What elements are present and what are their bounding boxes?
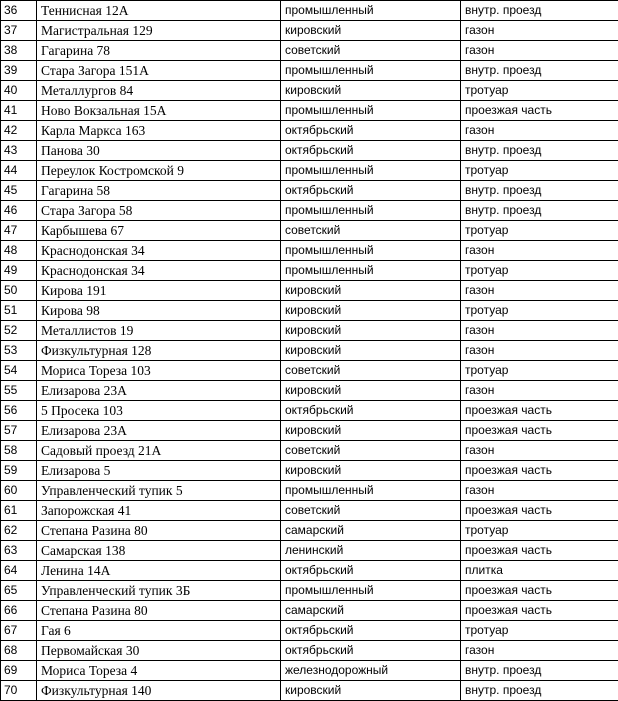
district-cell[interactable]: советский (281, 441, 461, 461)
row-number-cell[interactable]: 69 (1, 661, 37, 681)
surface-type-cell[interactable]: внутр. проезд (461, 681, 618, 701)
district-cell[interactable]: октябрьский (281, 401, 461, 421)
row-number-cell[interactable]: 63 (1, 541, 37, 561)
table-row (1, 501, 618, 521)
surface-type-cell[interactable]: тротуар (461, 301, 618, 321)
district-cell[interactable]: кировский (281, 321, 461, 341)
address-cell[interactable]: Магистральная 129 (37, 21, 281, 41)
surface-type-cell[interactable]: проезжая часть (461, 461, 618, 481)
surface-type-cell[interactable]: проезжая часть (461, 101, 618, 121)
table-row (1, 61, 618, 81)
table-row (1, 261, 618, 281)
surface-type-cell[interactable]: проезжая часть (461, 581, 618, 601)
table-row (1, 581, 618, 601)
table-row (1, 361, 618, 381)
row-number-cell[interactable]: 52 (1, 321, 37, 341)
address-cell[interactable]: Стара Загора 58 (37, 201, 281, 221)
table-row (1, 481, 618, 501)
district-cell[interactable]: кировский (281, 281, 461, 301)
district-cell[interactable]: ленинский (281, 541, 461, 561)
address-cell[interactable]: Гагарина 58 (37, 181, 281, 201)
address-cell[interactable]: 5 Просека 103 (37, 401, 281, 421)
table-row (1, 341, 618, 361)
address-cell[interactable]: Краснодонская 34 (37, 261, 281, 281)
table-row (1, 21, 618, 41)
surface-type-cell[interactable]: тротуар (461, 81, 618, 101)
table-row (1, 621, 618, 641)
district-cell[interactable]: самарский (281, 521, 461, 541)
district-cell[interactable]: кировский (281, 301, 461, 321)
row-number-cell[interactable]: 59 (1, 461, 37, 481)
address-cell[interactable]: Кирова 191 (37, 281, 281, 301)
address-cell[interactable]: Ленина 14А (37, 561, 281, 581)
row-number-cell[interactable]: 37 (1, 21, 37, 41)
row-number-cell[interactable]: 66 (1, 601, 37, 621)
address-cell[interactable]: Физкультурная 128 (37, 341, 281, 361)
district-cell[interactable]: промышленный (281, 1, 461, 21)
row-number-cell[interactable]: 64 (1, 561, 37, 581)
surface-type-cell[interactable]: внутр. проезд (461, 61, 618, 81)
district-cell[interactable]: октябрьский (281, 621, 461, 641)
surface-type-cell[interactable]: тротуар (461, 221, 618, 241)
row-number-cell[interactable]: 36 (1, 1, 37, 21)
address-cell[interactable]: Елизарова 23А (37, 381, 281, 401)
address-cell[interactable]: Елизарова 23А (37, 421, 281, 441)
district-cell[interactable]: промышленный (281, 161, 461, 181)
district-cell[interactable]: советский (281, 41, 461, 61)
district-cell[interactable]: октябрьский (281, 121, 461, 141)
address-cell[interactable]: Металлургов 84 (37, 81, 281, 101)
row-number-cell[interactable]: 47 (1, 221, 37, 241)
surface-type-cell[interactable]: газон (461, 241, 618, 261)
table-row (1, 201, 618, 221)
table-row (1, 561, 618, 581)
row-number-cell[interactable]: 45 (1, 181, 37, 201)
surface-type-cell[interactable]: газон (461, 121, 618, 141)
address-cell[interactable]: Степана Разина 80 (37, 601, 281, 621)
surface-type-cell[interactable]: проезжая часть (461, 601, 618, 621)
row-number-cell[interactable]: 70 (1, 681, 37, 701)
table-row (1, 541, 618, 561)
row-number-cell[interactable]: 58 (1, 441, 37, 461)
table-row (1, 141, 618, 161)
table-row (1, 81, 618, 101)
address-cell[interactable]: Краснодонская 34 (37, 241, 281, 261)
district-cell[interactable]: кировский (281, 681, 461, 701)
row-number-cell[interactable]: 39 (1, 61, 37, 81)
district-cell[interactable]: промышленный (281, 241, 461, 261)
address-cell[interactable]: Первомайская 30 (37, 641, 281, 661)
address-cell[interactable]: Гагарина 78 (37, 41, 281, 61)
address-cell[interactable]: Переулок Костромской 9 (37, 161, 281, 181)
surface-type-cell[interactable]: внутр. проезд (461, 1, 618, 21)
surface-type-cell[interactable]: газон (461, 41, 618, 61)
table-row (1, 161, 618, 181)
surface-type-cell[interactable]: внутр. проезд (461, 201, 618, 221)
row-number-cell[interactable]: 56 (1, 401, 37, 421)
row-number-cell[interactable]: 38 (1, 41, 37, 61)
table-row (1, 121, 618, 141)
district-cell[interactable]: промышленный (281, 101, 461, 121)
row-number-cell[interactable]: 50 (1, 281, 37, 301)
district-cell[interactable]: советский (281, 221, 461, 241)
surface-type-cell[interactable]: газон (461, 381, 618, 401)
row-number-cell[interactable]: 54 (1, 361, 37, 381)
table-row (1, 41, 618, 61)
district-cell[interactable]: железнодорожный (281, 661, 461, 681)
surface-type-cell[interactable]: проезжая часть (461, 401, 618, 421)
district-cell[interactable]: октябрьский (281, 641, 461, 661)
surface-type-cell[interactable]: газон (461, 281, 618, 301)
row-number-cell[interactable]: 53 (1, 341, 37, 361)
surface-type-cell[interactable]: газон (461, 341, 618, 361)
table-row (1, 521, 618, 541)
table-row (1, 381, 618, 401)
district-cell[interactable]: промышленный (281, 201, 461, 221)
table-row (1, 661, 618, 681)
surface-type-cell[interactable]: газон (461, 481, 618, 501)
address-cell[interactable]: Кирова 98 (37, 301, 281, 321)
row-number-cell[interactable]: 61 (1, 501, 37, 521)
table-row (1, 401, 618, 421)
surface-type-cell[interactable]: внутр. проезд (461, 141, 618, 161)
address-cell[interactable]: Ново Вокзальная 15А (37, 101, 281, 121)
surface-type-cell[interactable]: газон (461, 441, 618, 461)
surface-type-cell[interactable]: проезжая часть (461, 501, 618, 521)
table-row (1, 281, 618, 301)
row-number-cell[interactable]: 55 (1, 381, 37, 401)
row-number-cell[interactable]: 48 (1, 241, 37, 261)
district-cell[interactable]: советский (281, 361, 461, 381)
district-cell[interactable]: самарский (281, 601, 461, 621)
row-number-cell[interactable]: 49 (1, 261, 37, 281)
district-cell[interactable]: кировский (281, 81, 461, 101)
row-number-cell[interactable]: 60 (1, 481, 37, 501)
row-number-cell[interactable]: 44 (1, 161, 37, 181)
surface-type-cell[interactable]: внутр. проезд (461, 661, 618, 681)
address-cell[interactable]: Карла Маркса 163 (37, 121, 281, 141)
district-cell[interactable]: октябрьский (281, 181, 461, 201)
district-cell[interactable]: октябрьский (281, 561, 461, 581)
address-cell[interactable]: Мориса Тореза 4 (37, 661, 281, 681)
address-cell[interactable]: Панова 30 (37, 141, 281, 161)
row-number-cell[interactable]: 41 (1, 101, 37, 121)
table-row (1, 181, 618, 201)
surface-type-cell[interactable]: газон (461, 641, 618, 661)
address-cell[interactable]: Карбышева 67 (37, 221, 281, 241)
row-number-cell[interactable]: 43 (1, 141, 37, 161)
district-cell[interactable]: кировский (281, 421, 461, 441)
surface-type-cell[interactable]: тротуар (461, 161, 618, 181)
address-cell[interactable]: Гая 6 (37, 621, 281, 641)
address-cell[interactable]: Физкультурная 140 (37, 681, 281, 701)
row-number-cell[interactable]: 65 (1, 581, 37, 601)
surface-type-cell[interactable]: тротуар (461, 361, 618, 381)
table-row (1, 441, 618, 461)
district-cell[interactable]: кировский (281, 341, 461, 361)
district-cell[interactable]: промышленный (281, 61, 461, 81)
row-number-cell[interactable]: 67 (1, 621, 37, 641)
address-cell[interactable]: Теннисная 12А (37, 1, 281, 21)
address-cell[interactable]: Запорожская 41 (37, 501, 281, 521)
district-cell[interactable]: кировский (281, 21, 461, 41)
table-row (1, 221, 618, 241)
district-cell[interactable]: промышленный (281, 481, 461, 501)
address-cell[interactable]: Самарская 138 (37, 541, 281, 561)
surface-type-cell[interactable]: газон (461, 321, 618, 341)
district-cell[interactable]: промышленный (281, 581, 461, 601)
row-number-cell[interactable]: 68 (1, 641, 37, 661)
district-cell[interactable]: кировский (281, 381, 461, 401)
table-row (1, 421, 618, 441)
table-row (1, 461, 618, 481)
address-cell[interactable]: Елизарова 5 (37, 461, 281, 481)
address-cell[interactable]: Управленческий тупик 3Б (37, 581, 281, 601)
address-cell[interactable]: Управленческий тупик 5 (37, 481, 281, 501)
table-row (1, 101, 618, 121)
address-cell[interactable]: Металлистов 19 (37, 321, 281, 341)
district-cell[interactable]: советский (281, 501, 461, 521)
surface-type-cell[interactable]: тротуар (461, 621, 618, 641)
row-number-cell[interactable]: 62 (1, 521, 37, 541)
surface-type-cell[interactable]: проезжая часть (461, 541, 618, 561)
table-row (1, 641, 618, 661)
surface-type-cell[interactable]: тротуар (461, 521, 618, 541)
surface-type-cell[interactable]: плитка (461, 561, 618, 581)
surface-type-cell[interactable]: тротуар (461, 261, 618, 281)
table-row (1, 321, 618, 341)
table-row (1, 241, 618, 261)
row-number-cell[interactable]: 51 (1, 301, 37, 321)
district-cell[interactable]: октябрьский (281, 141, 461, 161)
surface-type-cell[interactable]: внутр. проезд (461, 181, 618, 201)
address-cell[interactable]: Садовый проезд 21А (37, 441, 281, 461)
row-number-cell[interactable]: 40 (1, 81, 37, 101)
address-cell[interactable]: Стара Загора 151А (37, 61, 281, 81)
table-row (1, 1, 618, 21)
district-cell[interactable]: кировский (281, 461, 461, 481)
row-number-cell[interactable]: 57 (1, 421, 37, 441)
table-body (1, 1, 618, 701)
row-number-cell[interactable]: 42 (1, 121, 37, 141)
address-cell[interactable]: Мориса Тореза 103 (37, 361, 281, 381)
district-cell[interactable]: промышленный (281, 261, 461, 281)
table-row (1, 601, 618, 621)
surface-type-cell[interactable]: газон (461, 21, 618, 41)
surface-type-cell[interactable]: проезжая часть (461, 421, 618, 441)
table-row (1, 301, 618, 321)
row-number-cell[interactable]: 46 (1, 201, 37, 221)
address-cell[interactable]: Степана Разина 80 (37, 521, 281, 541)
